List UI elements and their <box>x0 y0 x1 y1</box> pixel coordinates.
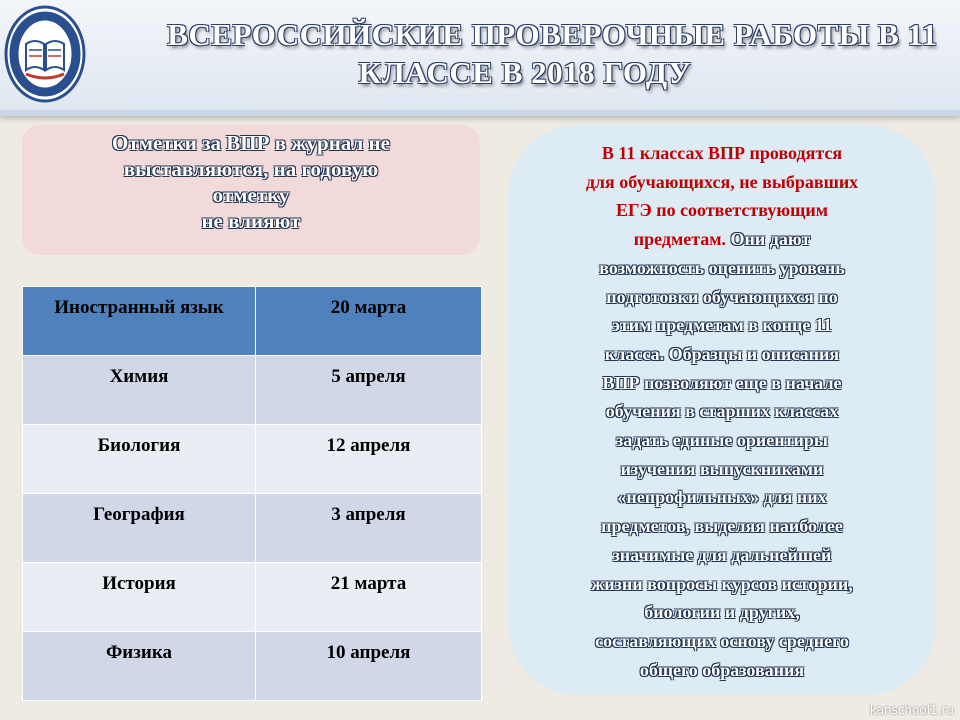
info-line <box>508 570 936 599</box>
info-text: класса. Образцы и описания <box>604 343 840 364</box>
info-line <box>508 598 936 627</box>
info-text: биологии и других, <box>644 602 800 623</box>
title-line-2: КЛАССЕ В 2018 ГОДУ <box>358 55 692 90</box>
notice-line: не влияют <box>201 209 301 233</box>
info-text: возможность оценить уровень <box>599 257 845 278</box>
info-line <box>508 196 936 225</box>
subject-cell: Биология <box>23 425 256 494</box>
info-line <box>508 541 936 570</box>
table-row <box>23 494 482 563</box>
info-text: предметов, выделяя наиболее <box>601 516 843 537</box>
table-row <box>23 425 482 494</box>
info-line <box>508 139 936 168</box>
notice-line: выставляются, на годовую <box>123 157 379 181</box>
date-cell: 12 апреля <box>256 425 482 494</box>
info-text: Они дают <box>726 229 811 250</box>
info-line <box>508 656 936 685</box>
subject-cell: Физика <box>23 632 256 701</box>
info-line <box>508 397 936 426</box>
info-text: значимые для дальнейшей <box>612 544 832 565</box>
slide-header <box>0 0 960 116</box>
info-text: изучения выпускниками <box>620 458 824 479</box>
subject-cell: История <box>23 563 256 632</box>
info-text: ВПР позволяют еще в начале <box>602 372 842 393</box>
info-highlight-text: В 11 классах ВПР проводятся <box>601 143 843 163</box>
info-line <box>508 168 936 197</box>
info-line <box>508 340 936 369</box>
info-line <box>508 311 936 340</box>
table-row <box>23 356 482 425</box>
ministry-emblem-icon <box>4 4 86 110</box>
notice-line: отметку <box>212 183 290 207</box>
info-text: составляющих основу среднего <box>595 630 849 651</box>
info-line <box>508 283 936 312</box>
info-line <box>508 627 936 656</box>
info-panel <box>508 125 936 695</box>
info-text: жизни вопросы курсов истории, <box>591 573 853 594</box>
notice-line: Отметки за ВПР в журнал не <box>112 131 390 155</box>
info-highlight-text: ЕГЭ по соответствующим <box>616 200 828 221</box>
info-text: этим предметам в конце 11 <box>612 315 832 336</box>
info-highlight-text: предметам. <box>633 229 727 250</box>
subject-cell: Химия <box>23 356 256 425</box>
schedule-table <box>22 286 482 701</box>
date-cell: 21 марта <box>256 563 482 632</box>
subject-cell: География <box>23 494 256 563</box>
info-line <box>508 483 936 512</box>
table-row <box>23 632 482 701</box>
info-highlight-text: для обучающихся, не выбравших <box>585 171 859 192</box>
date-cell: 10 апреля <box>256 632 482 701</box>
date-cell: 5 апреля <box>256 356 482 425</box>
info-text: общего образования <box>639 659 805 680</box>
info-text: «непрофильных» для них <box>617 487 827 508</box>
info-text: подготовки обучающихся по <box>606 286 838 307</box>
date-cell: 20 марта <box>256 287 482 356</box>
page-title <box>90 16 960 92</box>
title-line-1: ВСЕРОССИЙСКИЕ ПРОВЕРОЧНЫЕ РАБОТЫ В 11 <box>167 17 938 52</box>
subject-cell: Иностранный язык <box>23 287 256 356</box>
info-text: задать единые ориентиры <box>616 430 828 451</box>
table-row <box>23 287 482 356</box>
table-row <box>23 563 482 632</box>
info-line <box>508 225 936 254</box>
grades-notice <box>22 125 480 255</box>
info-line <box>508 512 936 541</box>
info-text: обучения в старших классах <box>605 401 839 422</box>
info-line <box>508 369 936 398</box>
info-line <box>508 426 936 455</box>
date-cell: 3 апреля <box>256 494 482 563</box>
watermark: kanschool1.ru <box>869 703 954 717</box>
info-line <box>508 455 936 484</box>
info-line <box>508 254 936 283</box>
